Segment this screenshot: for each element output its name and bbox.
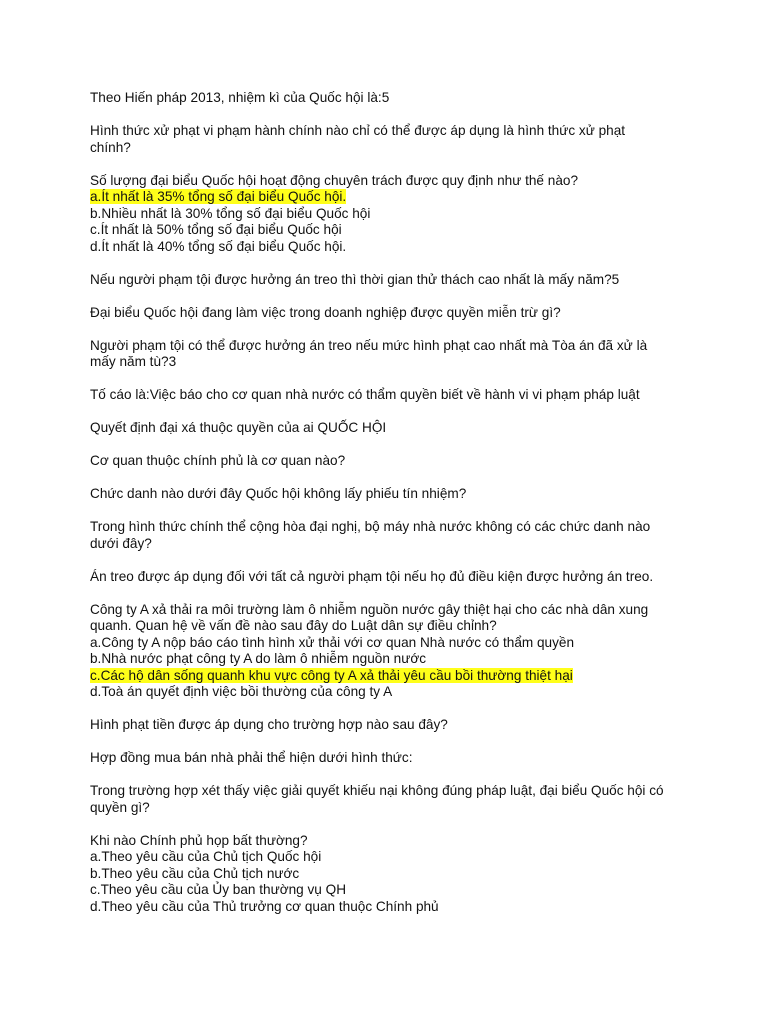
paragraph <box>90 602 690 701</box>
text-line: quyền gì? <box>90 799 150 815</box>
text-line: a.Công ty A nộp báo cáo tình hình xử thải với cơ quan Nhà nước có thẩm quyền <box>90 634 575 650</box>
text-line: quanh. Quan hệ về vấn đề nào sau đây do Luật dân sự điều chỉnh? <box>90 618 497 633</box>
text-line: Chức danh nào dưới đây Quốc hội không lấy phiếu tín nhiệm? <box>90 486 467 501</box>
text-line: Hình phạt tiền được áp dụng cho trường hợp nào sau đây? <box>90 717 448 732</box>
line <box>90 684 690 701</box>
paragraph <box>90 420 690 437</box>
text-line: Cơ quan thuộc chính phủ là cơ quan nào? <box>90 453 346 468</box>
line <box>90 635 690 652</box>
text-line: Công ty A xả thải ra môi trường làm ô nhiễm nguồn nước gây thiệt hại cho các nhà dân xung <box>90 601 649 617</box>
line <box>90 668 690 685</box>
line <box>90 453 690 470</box>
line <box>90 882 690 899</box>
paragraph <box>90 569 690 586</box>
document-body <box>90 90 690 932</box>
text-line: Khi nào Chính phủ họp bất thường? <box>90 832 308 848</box>
text-line: b.Nhà nước phạt công ty A do làm ô nhiễm nguồn nước <box>90 651 427 666</box>
paragraph <box>90 123 690 156</box>
paragraph <box>90 750 690 767</box>
line <box>90 486 690 503</box>
text-line: Người phạm tội có thể được hưởng án treo nếu mức hình phạt cao nhất mà Tòa án đã xử là <box>90 337 648 353</box>
line <box>90 123 690 140</box>
paragraph <box>90 272 690 289</box>
highlighted-answer-text: a.Ít nhất là 35% tổng số đại biểu Quốc hội. <box>90 189 347 204</box>
text-line: Án treo được áp dụng đối với tất cả người phạm tội nếu họ đủ điều kiện được hưởng án treo. <box>90 568 654 584</box>
text-line: Quyết định đại xá thuộc quyền của ai QUỐC HỘI <box>90 420 387 435</box>
paragraph <box>90 90 690 107</box>
line <box>90 338 690 355</box>
text-line: Đại biểu Quốc hội đang làm việc trong doanh nghiệp được quyền miễn trừ gì? <box>90 304 561 320</box>
line <box>90 717 690 734</box>
line <box>90 833 690 850</box>
text-line: c.Theo yêu cầu của Ủy ban thường vụ QH <box>90 882 347 897</box>
paragraph <box>90 338 690 371</box>
text-line: d.Ít nhất là 40% tổng số đại biểu Quốc hội. <box>90 238 347 254</box>
line <box>90 849 690 866</box>
line <box>90 783 690 800</box>
paragraph <box>90 833 690 916</box>
line <box>90 272 690 289</box>
text-line: b.Theo yêu cầu của Chủ tịch nước <box>90 865 300 881</box>
text-line: b.Nhiều nhất là 30% tổng số đại biểu Quốc hội <box>90 205 371 221</box>
text-line: Trong trường hợp xét thấy việc giải quyết khiếu nại không đúng pháp luật, đại biểu Quốc hội có <box>90 783 664 798</box>
text-line: d.Theo yêu cầu của Thủ trưởng cơ quan thuộc Chính phủ <box>90 898 439 914</box>
line <box>90 189 690 206</box>
line <box>90 305 690 322</box>
text-line: Trong hình thức chính thể cộng hòa đại nghị, bộ máy nhà nước không có các chức danh nào <box>90 519 651 534</box>
line <box>90 618 690 635</box>
line <box>90 519 690 536</box>
text-line: Tố cáo là:Việc báo cho cơ quan nhà nước có thẩm quyền biết về hành vi vi phạm pháp luật <box>90 387 640 402</box>
line <box>90 536 690 553</box>
line <box>90 651 690 668</box>
text-line: dưới đây? <box>90 535 152 551</box>
line <box>90 387 690 404</box>
text-line: mấy năm tù?3 <box>90 354 177 369</box>
line <box>90 222 690 239</box>
line <box>90 206 690 223</box>
line <box>90 173 690 190</box>
line <box>90 420 690 437</box>
line <box>90 140 690 157</box>
paragraph <box>90 486 690 503</box>
line <box>90 569 690 586</box>
text-line: c.Ít nhất là 50% tổng số đại biểu Quốc hội <box>90 222 342 237</box>
text-line: Số lượng đại biểu Quốc hội hoạt động chuyên trách được quy định như thế nào? <box>90 172 579 188</box>
paragraph <box>90 387 690 404</box>
text-line: Hình thức xử phạt vi phạm hành chính nào chỉ có thể được áp dụng là hình thức xử phạt <box>90 123 626 138</box>
text-line: Nếu người phạm tội được hưởng án treo thì thời gian thử thách cao nhất là mấy năm?5 <box>90 271 620 287</box>
paragraph <box>90 717 690 734</box>
line <box>90 866 690 883</box>
text-line: d.Toà án quyết định việc bồi thường của công ty A <box>90 684 393 699</box>
paragraph <box>90 453 690 470</box>
line <box>90 90 690 107</box>
highlighted-answer-text: c.Các hộ dân sống quanh khu vực công ty A xả thải yêu cầu bồi thường thiệt hại <box>90 667 573 683</box>
paragraph <box>90 305 690 322</box>
line <box>90 354 690 371</box>
text-line: chính? <box>90 139 131 155</box>
text-line: Hợp đồng mua bán nhà phải thể hiện dưới hình thức: <box>90 750 413 765</box>
line <box>90 750 690 767</box>
paragraph <box>90 173 690 256</box>
line <box>90 800 690 817</box>
line <box>90 239 690 256</box>
paragraph <box>90 783 690 816</box>
paragraph <box>90 519 690 552</box>
line <box>90 602 690 619</box>
line <box>90 899 690 916</box>
text-line: a.Theo yêu cầu của Chủ tịch Quốc hội <box>90 849 322 864</box>
text-line: Theo Hiến pháp 2013, nhiệm kì của Quốc hội là:5 <box>90 90 390 105</box>
